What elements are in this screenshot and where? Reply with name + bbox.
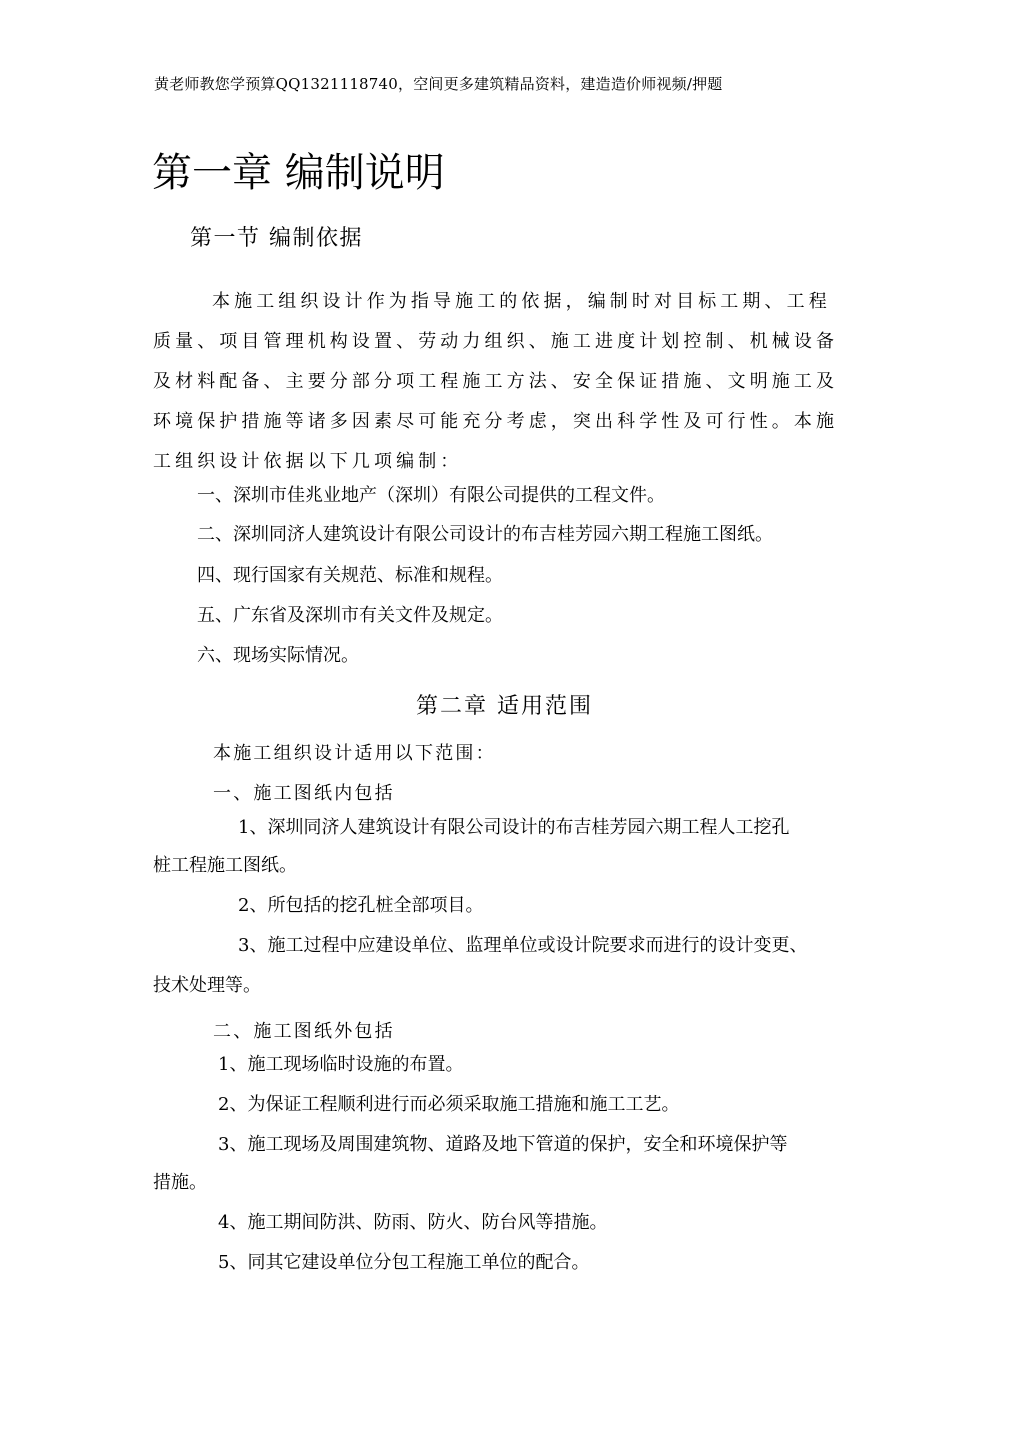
inside-item-1-line-2: 桩工程施工图纸。 [153, 855, 297, 876]
inside-item-1-line-1: 1、深圳同济人建筑设计有限公司设计的布吉桂芳园六期工程人工挖孔 [238, 817, 790, 838]
basis-item-6: 六、现场实际情况。 [197, 645, 359, 666]
outside-item-5: 5、同其它建设单位分包工程施工单位的配合。 [218, 1252, 590, 1273]
intro-line-5: 工组织设计依据以下几项编制： [153, 451, 463, 472]
basis-item-1: 一、深圳市佳兆业地产（深圳）有限公司提供的工程文件。 [197, 485, 665, 506]
inside-heading: 一、施工图纸内包括 [213, 783, 395, 804]
chapter-2-title: 第二章 适用范围 [416, 694, 593, 719]
outside-item-3-line-2: 措施。 [153, 1172, 207, 1193]
inside-item-3-line-1: 3、施工过程中应建设单位、监理单位或设计院要求而进行的设计变更、 [238, 935, 808, 956]
intro-line-3: 及材料配备、主要分部分项工程施工方法、安全保证措施、文明施工及 [153, 371, 839, 392]
inside-item-3-line-2: 技术处理等。 [153, 975, 261, 996]
basis-item-4: 四、现行国家有关规范、标准和规程。 [197, 565, 503, 586]
intro-line-1: 本施工组织设计作为指导施工的依据，编制时对目标工期、工程 [212, 291, 831, 312]
section-1-title: 第一节 编制依据 [190, 226, 363, 251]
scope-intro: 本施工组织设计适用以下范围： [213, 743, 496, 764]
chapter-1-title: 第一章 编制说明 [152, 150, 445, 196]
header-note: 黄老师教您学预算QQ1321118740，空间更多建筑精品资料，建造造价师视频/押题 [154, 75, 723, 93]
intro-line-4: 环境保护措施等诸多因素尽可能充分考虑，突出科学性及可行性。本施 [153, 411, 839, 432]
basis-item-5: 五、广东省及深圳市有关文件及规定。 [197, 605, 503, 626]
outside-item-3-line-1: 3、施工现场及周围建筑物、道路及地下管道的保护，安全和环境保护等 [218, 1134, 788, 1155]
outside-heading: 二、施工图纸外包括 [213, 1021, 395, 1042]
outside-item-1: 1、施工现场临时设施的布置。 [218, 1054, 464, 1075]
outside-item-4: 4、施工期间防洪、防雨、防火、防台风等措施。 [218, 1212, 608, 1233]
inside-item-2: 2、所包括的挖孔桩全部项目。 [238, 895, 484, 916]
basis-item-2: 二、深圳同济人建筑设计有限公司设计的布吉桂芳园六期工程施工图纸。 [197, 524, 773, 545]
outside-item-2: 2、为保证工程顺利进行而必须采取施工措施和施工工艺。 [218, 1094, 680, 1115]
intro-line-2: 质量、项目管理机构设置、劳动力组织、施工进度计划控制、机械设备 [153, 331, 839, 352]
